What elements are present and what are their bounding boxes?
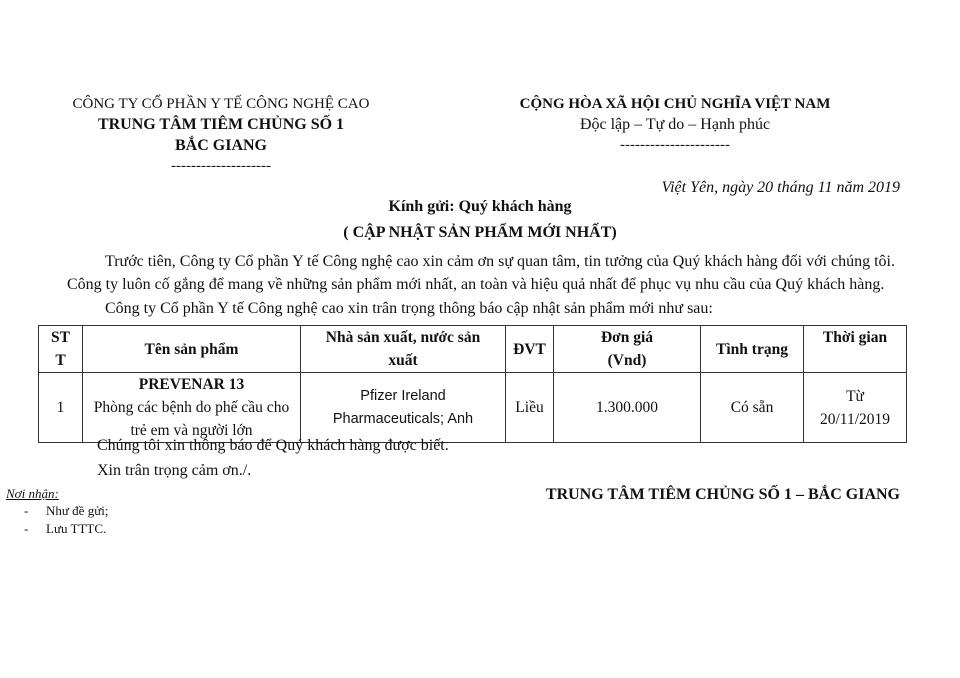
cell-manufacturer: Pfizer Ireland Pharmaceuticals; Anh — [301, 373, 506, 443]
closing-notice: Chúng tôi xin thông báo để Quý khách hàng được biết. — [97, 437, 449, 454]
table-row — [39, 373, 907, 443]
header-manufacturer: Nhà sản xuất, nước sản xuất — [301, 326, 506, 373]
header-status: Tình trạng — [701, 326, 804, 373]
cell-price: 1.300.000 — [554, 373, 701, 443]
subject-line: ( CẬP NHẬT SẢN PHẨM MỚI NHẤT) — [343, 224, 617, 241]
header-time: Thời gian — [804, 326, 907, 373]
header-price: Đơn giá (Vnd) — [554, 326, 701, 373]
product-table — [38, 325, 907, 443]
signature-unit: TRUNG TÂM TIÊM CHỦNG SỐ 1 – BẮC GIANG — [545, 486, 900, 503]
paragraph-intro: Trước tiên, Công ty Cổ phần Y tế Công nghệ cao xin cảm ơn sự quan tâm, tin tưởng của Quý khách hàng đối với chúng tôi. — [105, 253, 895, 270]
header-product-name: Tên sản phẩm — [83, 326, 301, 373]
closing-thanks: Xin trân trọng cảm ơn./. — [97, 462, 252, 479]
product-title: PREVENAR 13 — [138, 376, 245, 393]
country-name: CỘNG HÒA XÃ HỘI CHỦ NGHĨA VIỆT NAM — [519, 96, 831, 112]
cell-time: Từ 20/11/2019 — [804, 373, 907, 443]
header-right-divider: ---------------------- — [620, 137, 730, 153]
cell-unit: Liều — [506, 373, 554, 443]
product-desc-line2: trẻ em và người lớn — [130, 422, 253, 439]
cell-product-name — [83, 373, 301, 443]
cell-stt: 1 — [39, 373, 83, 443]
paragraph-announcement: Công ty Cổ phần Y tế Công nghệ cao xin trân trọng thông báo cập nhật sản phẩm mới như sau: — [105, 300, 713, 317]
center-name: TRUNG TÂM TIÊM CHỦNG SỐ 1 — [97, 116, 345, 133]
recipients-label: Nơi nhận: — [6, 486, 59, 501]
table-header-row — [39, 326, 907, 373]
recipient-item: - Như đề gửi; — [24, 503, 109, 518]
center-location: BẮC GIANG — [174, 137, 267, 154]
header-unit: ĐVT — [506, 326, 554, 373]
product-desc-line1: Phòng các bệnh do phế cầu cho — [93, 399, 290, 416]
paragraph-commitment: Công ty luôn cố gắng để mang về những sản phẩm mới nhất, an toàn và hiệu quả nhất để phục vụ nhu cầu của Quý khách hàng. — [67, 276, 885, 293]
national-motto: Độc lập – Tự do – Hạnh phúc — [579, 116, 771, 133]
recipient-item: - Lưu TTTC. — [24, 521, 107, 536]
salutation: Kính gửi: Quý khách hàng — [388, 198, 572, 215]
header-stt: ST T — [39, 326, 83, 373]
date-line: Việt Yên, ngày 20 tháng 11 năm 2019 — [661, 179, 900, 196]
cell-status: Có sẵn — [701, 373, 804, 443]
company-name: CÔNG TY CỔ PHẦN Y TẾ CÔNG NGHỆ CAO — [72, 96, 370, 112]
header-left-divider: -------------------- — [171, 158, 271, 174]
